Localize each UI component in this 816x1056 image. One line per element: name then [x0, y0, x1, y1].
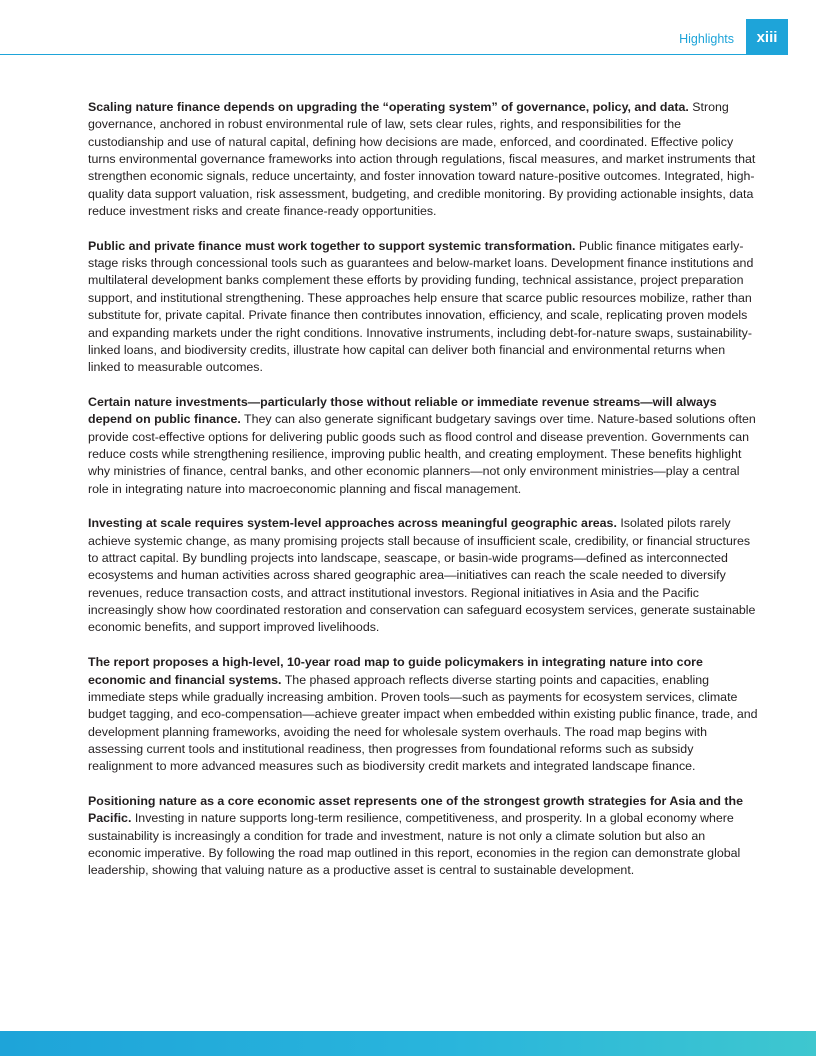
- paragraph-body: Isolated pilots rarely achieve systemic change, as many promising projects stall because of insufficient scale, credibility, or financial structures to attract capital. By bundling projects into landscape, seascape, or basin-wide programs—defined as interconnected ecosystems and human activities across shared geographic area—initiatives can reach the scale needed to diversify revenues, reduce transaction costs, and attract institutional investors. Regional initiatives in Asia and the Pacific increasingly show how coordinated restoration and conservation can safeguard ecosystem services, generate sustainable economic benefits, and support improved livelihoods.: [88, 516, 756, 635]
- paragraph-system-level-approaches: [88, 515, 760, 636]
- footer-band: [0, 1031, 816, 1056]
- paragraph-body: Strong governance, anchored in robust environmental rule of law, sets clear rules, rights, and responsibilities for the custodianship and use of natural capital, defining how decisions are made, enforced, and coordinated. Effective policy turns environmental governance frameworks into action through regulations, fiscal measures, and market instruments that strengthen economic signals, reduce uncertainty, and foster innovation toward nature-positive outcomes. Integrated, high-quality data support valuation, risk assessment, budgeting, and credible monitoring. By providing actionable insights, data reduce investment risks and create finance-ready opportunities.: [88, 100, 756, 219]
- paragraph-lead: Positioning nature as a core economic asset represents one of the strongest growth strategies for Asia and the Pacific.: [88, 793, 744, 826]
- paragraph-lead: Investing at scale requires system-level approaches across meaningful geographic areas.: [88, 516, 617, 531]
- paragraph-body: Investing in nature supports long-term resilience, competitiveness, and prosperity. In a global economy where sustainability is increasingly a condition for trade and investment, nature is not only a climate solution but also an economic imperative. By following the road map outlined in this report, economies in the region can demonstrate global leadership, showing that valuing nature as a productive asset is central to sustainable development.: [88, 811, 741, 878]
- paragraph-body: They can also generate significant budgetary savings over time. Nature-based solutions often provide cost-effective options for delivering public goods such as flood control and disease prevention. Governments can reduce costs while strengthening resilience, improving public health, and creating employment. These benefits highlight why ministries of finance, central banks, and other economic planners—not only environment ministries—play a central role in integrating nature into macroeconomic planning and fiscal management.: [88, 412, 756, 496]
- page-number-tab: xiii: [746, 19, 788, 55]
- paragraph-lead: Public and private finance must work together to support systemic transformation.: [88, 238, 576, 253]
- paragraph-lead: Scaling nature finance depends on upgrading the “operating system” of governance, policy, and data.: [88, 100, 689, 114]
- paragraph-road-map: [88, 654, 760, 775]
- paragraph-growth-strategy: [88, 793, 760, 880]
- paragraph-body: The phased approach reflects diverse starting points and capacities, enabling immediate steps while gradually increasing ambition. Proven tools—such as payments for ecosystem services, climate budget tagging, and eco-compensation—achieve greater impact when embedded within existing public finance, trade, and development planning frameworks, avoiding the need for wholesale system overhauls. The road map begins with assessing current tools and institutional readiness, then progresses from foundational reforms such as subsidy realignment to more advanced measures such as biodiversity credit markets and integrated landscape finance.: [88, 672, 758, 774]
- paragraph-body: Public finance mitigates early-stage risks through concessional tools such as guarantees and below-market loans. Development finance institutions and multilateral development banks complement these efforts by providing funding, technical assistance, project preparation support, and institutional strengthening. These approaches help ensure that scarce public resources mobilize, rather than substitute for, private capital. Private finance then contributes innovation, efficiency, and scale, replicating proven models and expanding markets under the right conditions. Innovative instruments, including debt-for-nature swaps, sustainability-linked loans, and biodiversity credits, illustrate how capital can deliver both financial and environmental returns when linked to measurable outcomes.: [88, 238, 754, 375]
- paragraph-operating-system: [88, 99, 760, 220]
- running-header-label: Highlights: [679, 32, 734, 46]
- paragraph-lead: The report proposes a high-level, 10-year road map to guide policymakers in integrating nature into core economic and financial systems.: [88, 655, 703, 687]
- paragraph-lead: Certain nature investments—particularly those without reliable or immediate revenue streams—will always depend on public finance.: [88, 394, 717, 427]
- paragraph-public-finance-dependence: [88, 394, 760, 498]
- highlights-body: [88, 99, 760, 897]
- header-rule: [0, 54, 746, 55]
- paragraph-public-private-finance: [88, 238, 760, 377]
